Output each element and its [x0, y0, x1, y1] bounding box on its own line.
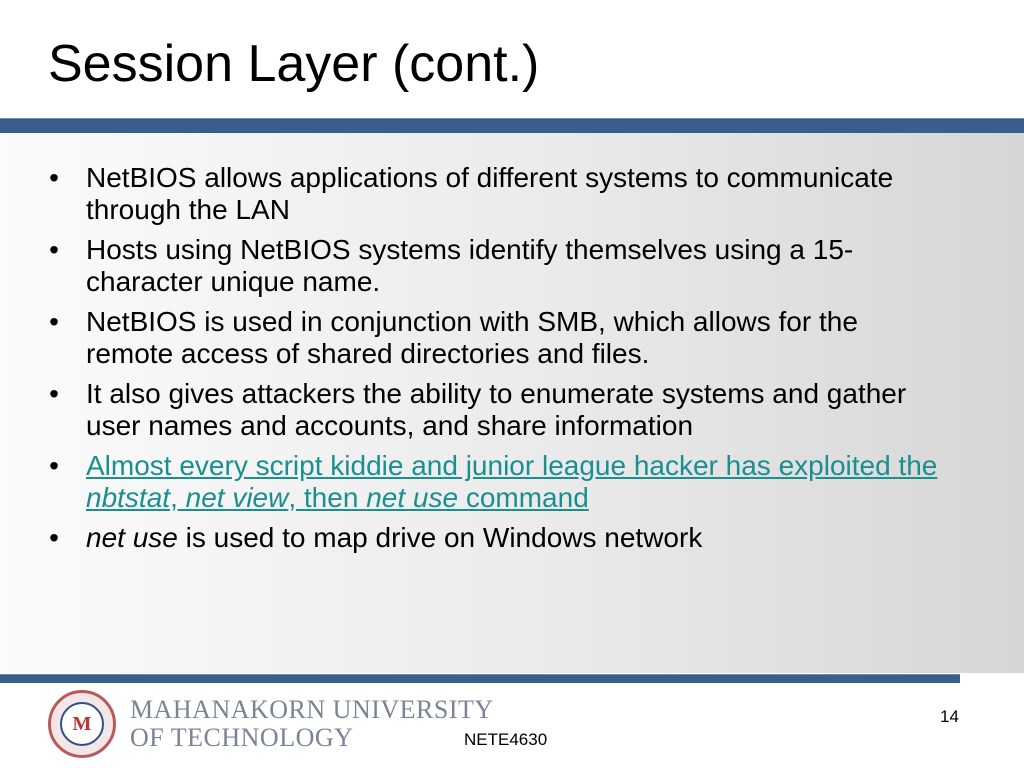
- bullet-text: [86, 522, 702, 553]
- bullet-icon: •: [49, 234, 59, 265]
- bullet-list: [44, 162, 944, 562]
- title-divider-bar: [0, 118, 1024, 134]
- bullet-text: Hosts using NetBIOS systems identify themselves using a 15-character unique name.: [86, 234, 854, 297]
- link-command-net-view[interactable]: net view: [185, 482, 289, 513]
- bullet-item: [44, 162, 944, 226]
- university-name-line-1: MAHANAKORN UNIVERSITY: [130, 695, 494, 724]
- course-code: NETE4630: [464, 730, 548, 749]
- link-command-nbtstat[interactable]: nbtstat: [86, 482, 171, 513]
- bullet-item: [44, 234, 944, 298]
- bullet-icon: •: [49, 306, 59, 337]
- bullet-text: It also gives attackers the ability to enumerate systems and gather user names and accounts, and share information: [86, 378, 907, 441]
- university-name-line-2: OF TECHNOLOGY: [130, 723, 354, 752]
- bullet-icon: •: [49, 162, 59, 193]
- bullet-item: [44, 522, 944, 554]
- bullet-icon: •: [49, 522, 59, 553]
- bullet-text: NetBIOS allows applications of different systems to communicate through the LAN: [86, 162, 894, 225]
- command-net-use: net use: [86, 522, 178, 553]
- slide-title: Session Layer (cont.): [48, 35, 540, 93]
- link-segment[interactable]: command: [458, 482, 589, 513]
- hyperlink-text[interactable]: [86, 450, 937, 513]
- link-segment[interactable]: Almost every script kiddie and junior league hacker has exploited the: [86, 450, 938, 481]
- bullet-item: [44, 306, 944, 370]
- bullet-icon: •: [49, 378, 59, 409]
- bullet-text: NetBIOS is used in conjunction with SMB, which allows for the remote access of shared directories and files.: [86, 306, 858, 369]
- link-segment[interactable]: ,: [170, 482, 186, 513]
- seal-emblem-icon: M: [60, 702, 104, 746]
- bullet-text-rest: is used to map drive on Windows network: [177, 522, 703, 553]
- university-name: [130, 696, 494, 752]
- link-command-net-use[interactable]: net use: [366, 482, 459, 513]
- link-segment[interactable]: , then: [288, 482, 367, 513]
- bullet-item: [44, 378, 944, 442]
- bullet-icon: •: [49, 450, 59, 481]
- university-seal-icon: [48, 690, 116, 758]
- page-number: 14: [940, 707, 959, 726]
- bullet-item-link[interactable]: [44, 450, 944, 514]
